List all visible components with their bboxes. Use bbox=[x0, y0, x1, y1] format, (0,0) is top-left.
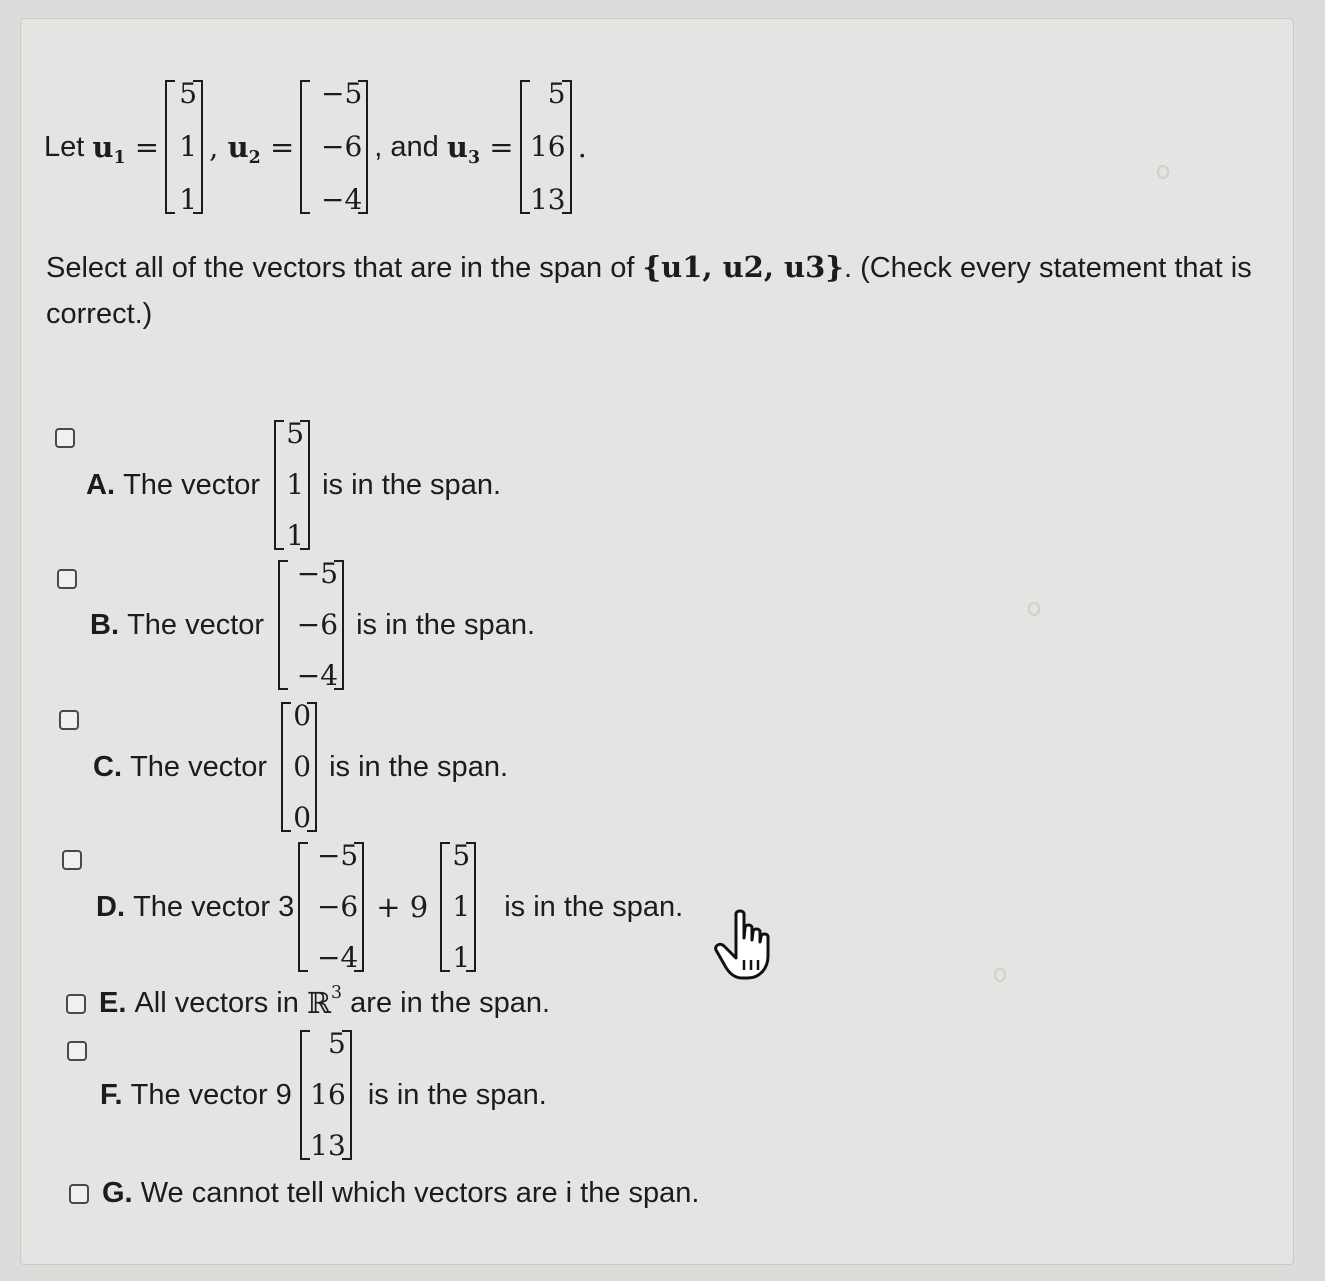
option-f-vector: 5 16 13 bbox=[300, 1030, 352, 1160]
u1-label: $u_1$ bbox=[92, 130, 126, 169]
let-text: Let bbox=[44, 130, 85, 163]
option-c-checkbox[interactable] bbox=[59, 710, 79, 730]
option-a-vector: 5 1 1 bbox=[274, 420, 310, 550]
option-d-vector-2: 5 1 1 bbox=[440, 842, 476, 972]
hand-pointer-icon bbox=[714, 908, 784, 982]
u2-label: $u_2$ bbox=[227, 130, 261, 169]
background-mark bbox=[1028, 602, 1040, 616]
option-b: B. The vector −5 −6 −4 is in the span. bbox=[90, 557, 536, 692]
option-e-checkbox[interactable] bbox=[66, 994, 86, 1014]
and-text: , and bbox=[374, 130, 439, 163]
u1-vector: 5 1 1 bbox=[165, 80, 203, 214]
option-g: G. We cannot tell which vectors are i the span. bbox=[102, 1176, 700, 1209]
background-mark bbox=[994, 968, 1006, 982]
option-b-checkbox[interactable] bbox=[57, 569, 77, 589]
option-d-vector-1: −5 −6 −4 bbox=[298, 842, 364, 972]
question-prompt: Select all of the vectors that are in the span of {u1, u2, u3}. (Check every statement that is correct.) bbox=[46, 250, 1252, 330]
u2-vector: −5 −6 −4 bbox=[300, 80, 368, 214]
option-c: C. The vector 0 0 0 is in the span. bbox=[93, 699, 509, 834]
vectors-definition: Let $u_1$ = 5 1 1 , $u_2$ = −5 −6 −4 , and $u_3$ = 5 16 13 . bbox=[44, 77, 587, 216]
u3-vector: 5 16 13 bbox=[520, 80, 572, 214]
option-f: F. The vector 9 5 16 13 is in the span. bbox=[100, 1027, 547, 1162]
option-a-checkbox[interactable] bbox=[55, 428, 75, 448]
option-c-vector: 0 0 0 bbox=[281, 702, 317, 832]
option-f-checkbox[interactable] bbox=[67, 1041, 87, 1061]
option-b-vector: −5 −6 −4 bbox=[278, 560, 344, 690]
u3-label: $u_3$ bbox=[446, 130, 481, 169]
option-d: D. The vector 3 −5 −6 −4 + 9 5 1 1 is in the span. bbox=[96, 839, 684, 974]
option-e: E. All vectors in ℝ 3 are in the span. bbox=[99, 982, 551, 1020]
option-a: A. The vector 5 1 1 is in the span. bbox=[86, 417, 502, 552]
option-d-checkbox[interactable] bbox=[62, 850, 82, 870]
span-set: {u1, u2, u3} bbox=[642, 250, 844, 284]
background-mark bbox=[1157, 165, 1169, 179]
option-g-checkbox[interactable] bbox=[69, 1184, 89, 1204]
